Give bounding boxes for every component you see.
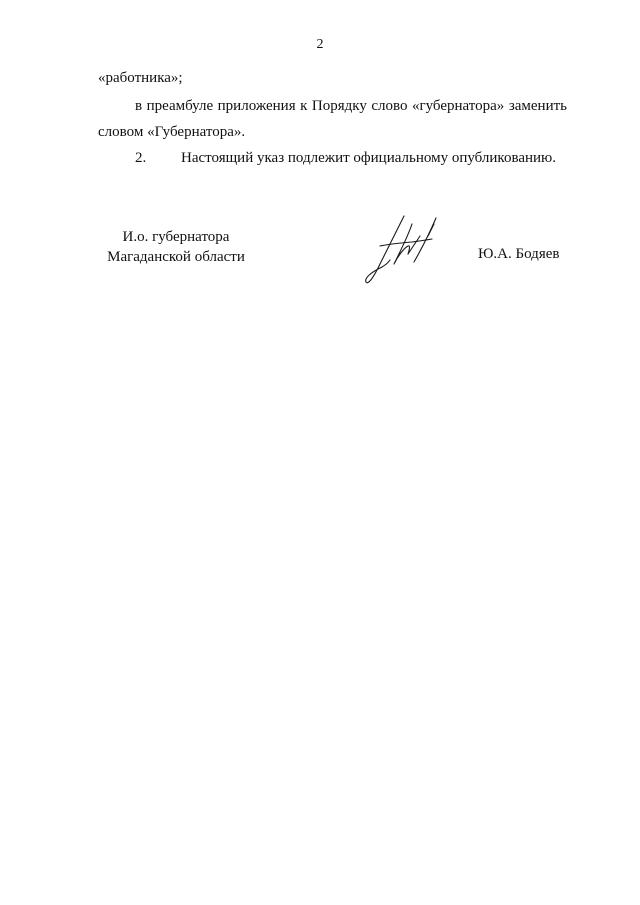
signatory-title <box>96 227 256 267</box>
body-line-2: в преамбуле приложения к Порядку слово «губернатора» заменить <box>135 98 567 114</box>
handwritten-signature <box>360 212 450 287</box>
body-line-1: «работника»; <box>98 70 183 86</box>
page-number: 2 <box>316 37 324 52</box>
item-2-number: 2. <box>135 150 147 166</box>
signatory-name: Ю.А. Бодяев <box>478 246 560 262</box>
item-2-text: Настоящий указ подлежит официальному опубликованию. <box>181 150 557 166</box>
body-line-3: словом «Губернатора». <box>98 124 246 140</box>
signatory-title-line-1: И.о. губернатора <box>122 229 230 245</box>
signatory-title-line-2: Магаданской области <box>107 249 245 265</box>
